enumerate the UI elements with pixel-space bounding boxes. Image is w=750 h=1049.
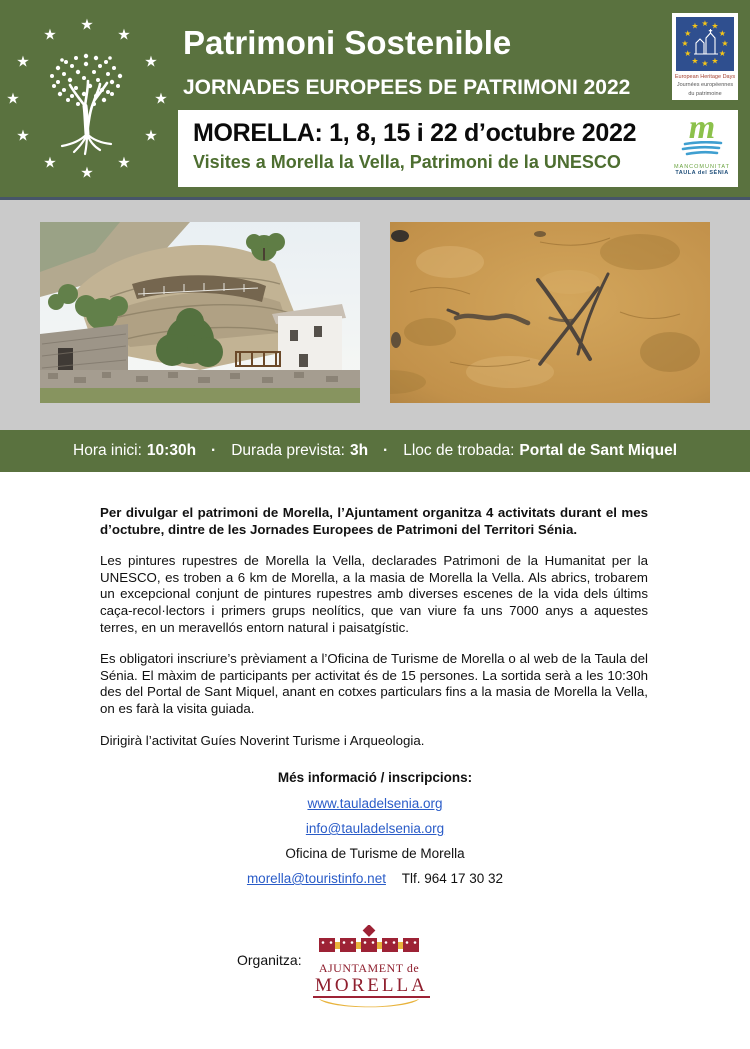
svg-text:★: ★ <box>684 49 692 58</box>
photo-band <box>0 200 750 430</box>
contact-heading: Més informació / inscripcions: <box>277 770 473 785</box>
ehd-label-fr-2: du patrimoine <box>688 90 722 97</box>
phone-number: Tlf. 964 17 30 32 <box>401 871 504 886</box>
separator-dot: · <box>211 442 217 459</box>
office-email-link[interactable]: morella@touristinfo.net <box>246 871 386 886</box>
ajuntament-morella-logo <box>313 925 428 1017</box>
hora-inici-label: Hora inici: <box>73 442 142 459</box>
star-icon: ★ <box>117 26 131 44</box>
eu-flag-building-icon <box>676 17 734 71</box>
paragraph-inscripcio: Es obligatori inscriure’s prèviament a l’Oficina de Turisme de Morella o al web de la Taula del Sénia. El màxim de participants per activitat és de 15 persones. La sortida serà a les 10:30h des del Portal de Sant Miquel, anant en cotxes particulars fins a la masia de Morella la Vella, on es farà la visita guiada. <box>100 651 648 716</box>
paragraph-pintures: Les pintures rupestres de Morella la Vella, declarades Patrimoni de la Humanitat per la UNESCO, es troben a 6 km de Morella, a la masia de Morella la Vella. Als abrics, trobarem un excepcional conjunt de pintures rupestres amb diverses escenes de la vida dels últims caça-recol·lectors i primers grups neolítics, que van viure fa uns 7000 anys a aquestes terres, en un meravellós entorn natural i paisatgístic. <box>100 553 648 635</box>
event-subtitle: Visites a Morella la Vella, Patrimoni de la UNESCO <box>193 152 621 172</box>
star-icon: ★ <box>6 90 20 108</box>
tree-icon <box>32 48 142 160</box>
morella-arc-icon <box>313 998 425 1012</box>
ehd-label-fr-1: Journées européennes <box>676 82 734 89</box>
tourism-office-label: Oficina de Turisme de Morella <box>285 846 465 861</box>
lloc-label: Lloc de trobada: <box>403 442 515 459</box>
taula-senia-label: TAULA del SÉNIA <box>675 170 729 177</box>
mancomunitat-label: MANCOMUNITAT <box>673 164 731 171</box>
ajuntament-label: AJUNTAMENT de <box>318 961 420 975</box>
svg-text:★: ★ <box>681 39 689 48</box>
svg-text:★: ★ <box>721 39 729 48</box>
star-icon: ★ <box>16 53 30 71</box>
european-heritage-days-logo <box>672 13 738 100</box>
star-icon: ★ <box>80 164 94 182</box>
svg-text:★: ★ <box>718 29 726 38</box>
star-icon: ★ <box>144 53 158 71</box>
hora-inici-value: 10:30h <box>146 442 197 459</box>
body-text <box>100 505 648 764</box>
morella-label: MORELLA <box>315 975 428 996</box>
star-icon: ★ <box>43 154 57 172</box>
star-icon: ★ <box>16 127 30 145</box>
morella-crown-icon <box>313 925 425 955</box>
website-link[interactable]: www.tauladelsenia.org <box>307 796 443 811</box>
mancomunitat-taula-senia-logo <box>669 109 735 185</box>
svg-text:★: ★ <box>711 56 719 66</box>
paragraph-intro: Per divulgar el patrimoni de Morella, l’Ajuntament organitza 4 activitats durant el mes d’octubre, dintre de les Jornades Europees de Patrimoni del Territori Sénia. <box>100 505 648 537</box>
svg-text:★: ★ <box>701 59 709 68</box>
ehd-label-en: European Heritage Days <box>674 74 736 80</box>
star-icon: ★ <box>43 26 57 44</box>
svg-text:★: ★ <box>691 56 699 66</box>
poster-title: Patrimoni Sostenible <box>183 24 512 61</box>
durada-label: Durada prevista: <box>231 442 345 459</box>
poster-subtitle: JORNADES EUROPEES DE PATRIMONI 2022 <box>183 76 631 99</box>
mancomunitat-m-icon: m <box>688 109 716 146</box>
svg-text:★: ★ <box>718 49 726 58</box>
separator-dot: · <box>383 442 389 459</box>
star-icon: ★ <box>144 127 158 145</box>
star-icon: ★ <box>117 154 131 172</box>
mancomunitat-waves-icon <box>677 141 727 157</box>
star-icon: ★ <box>154 90 168 108</box>
organizer-row <box>0 925 750 1015</box>
photo-cave-painting <box>390 222 710 403</box>
email-link[interactable]: info@tauladelsenia.org <box>305 821 445 836</box>
paragraph-guies: Dirigirà l’activitat Guíes Noverint Turisme i Arqueologia. <box>100 732 425 748</box>
event-title: MORELLA: 1, 8, 15 i 22 d’octubre 2022 <box>193 119 637 147</box>
info-band <box>0 430 750 472</box>
organizer-label: Organitza: <box>237 952 302 968</box>
svg-text:★: ★ <box>691 21 699 31</box>
european-heritage-tree-logo <box>2 8 172 192</box>
contact-block <box>0 770 750 896</box>
svg-text:★: ★ <box>701 19 709 28</box>
star-icon: ★ <box>80 16 94 34</box>
svg-text:★: ★ <box>711 21 719 31</box>
event-box <box>178 110 738 187</box>
durada-value: 3h <box>349 442 369 459</box>
header <box>0 0 750 197</box>
photo-morella-la-vella <box>40 222 360 403</box>
lloc-value: Portal de Sant Miquel <box>519 442 677 459</box>
svg-text:★: ★ <box>684 29 692 38</box>
